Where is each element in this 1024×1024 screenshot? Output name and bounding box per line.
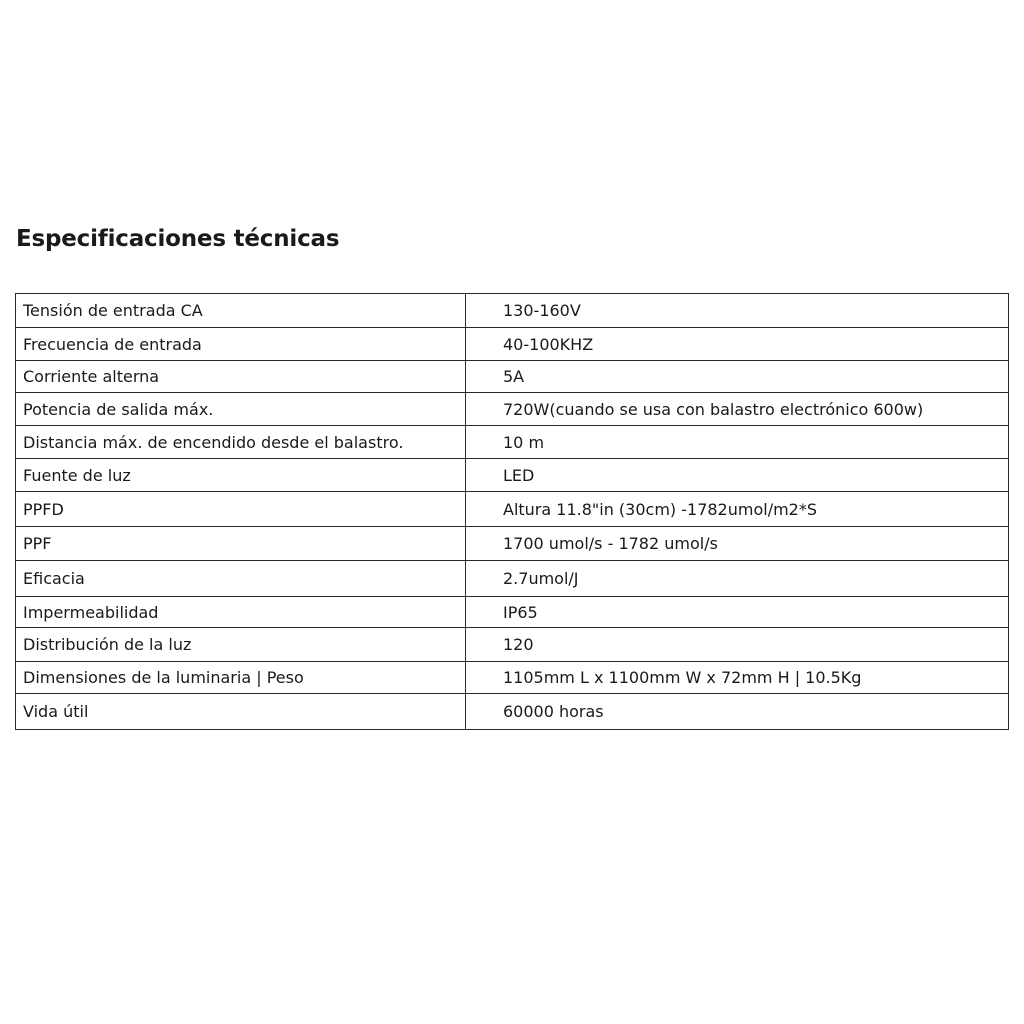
table-row — [16, 426, 1009, 459]
spec-value: 60000 horas — [466, 694, 1009, 730]
spec-value: 1700 umol/s - 1782 umol/s — [466, 527, 1009, 561]
spec-label: Tensión de entrada CA — [16, 294, 466, 328]
table-row — [16, 328, 1009, 361]
spec-label: Dimensiones de la luminaria | Peso — [16, 662, 466, 694]
table-row — [16, 527, 1009, 561]
table-row — [16, 597, 1009, 628]
spec-label: Frecuencia de entrada — [16, 328, 466, 361]
spec-value: 720W(cuando se usa con balastro electrónico 600w) — [466, 393, 1009, 426]
spec-value: Altura 11.8"in (30cm) -1782umol/m2*S — [466, 492, 1009, 527]
spec-value: 120 — [466, 628, 1009, 662]
table-row — [16, 361, 1009, 393]
spec-table-body — [16, 294, 1009, 730]
table-row — [16, 561, 1009, 597]
spec-label: Distribución de la luz — [16, 628, 466, 662]
spec-value: 10 m — [466, 426, 1009, 459]
table-row — [16, 628, 1009, 662]
table-row — [16, 459, 1009, 492]
spec-label: Impermeabilidad — [16, 597, 466, 628]
spec-label: Distancia máx. de encendido desde el balastro. — [16, 426, 466, 459]
spec-value: IP65 — [466, 597, 1009, 628]
table-row — [16, 393, 1009, 426]
spec-label: Eficacia — [16, 561, 466, 597]
spec-label: Corriente alterna — [16, 361, 466, 393]
page-title: Especificaciones técnicas — [16, 226, 340, 252]
spec-value: 130-160V — [466, 294, 1009, 328]
spec-value: 5A — [466, 361, 1009, 393]
spec-label: Potencia de salida máx. — [16, 393, 466, 426]
spec-value: 2.7umol/J — [466, 561, 1009, 597]
spec-table — [15, 293, 1009, 730]
table-row — [16, 662, 1009, 694]
spec-label: Vida útil — [16, 694, 466, 730]
table-row — [16, 492, 1009, 527]
spec-label: PPF — [16, 527, 466, 561]
spec-value: LED — [466, 459, 1009, 492]
spec-label: Fuente de luz — [16, 459, 466, 492]
table-row — [16, 294, 1009, 328]
spec-value: 1105mm L x 1100mm W x 72mm H | 10.5Kg — [466, 662, 1009, 694]
spec-label: PPFD — [16, 492, 466, 527]
table-row — [16, 694, 1009, 730]
spec-value: 40-100KHZ — [466, 328, 1009, 361]
